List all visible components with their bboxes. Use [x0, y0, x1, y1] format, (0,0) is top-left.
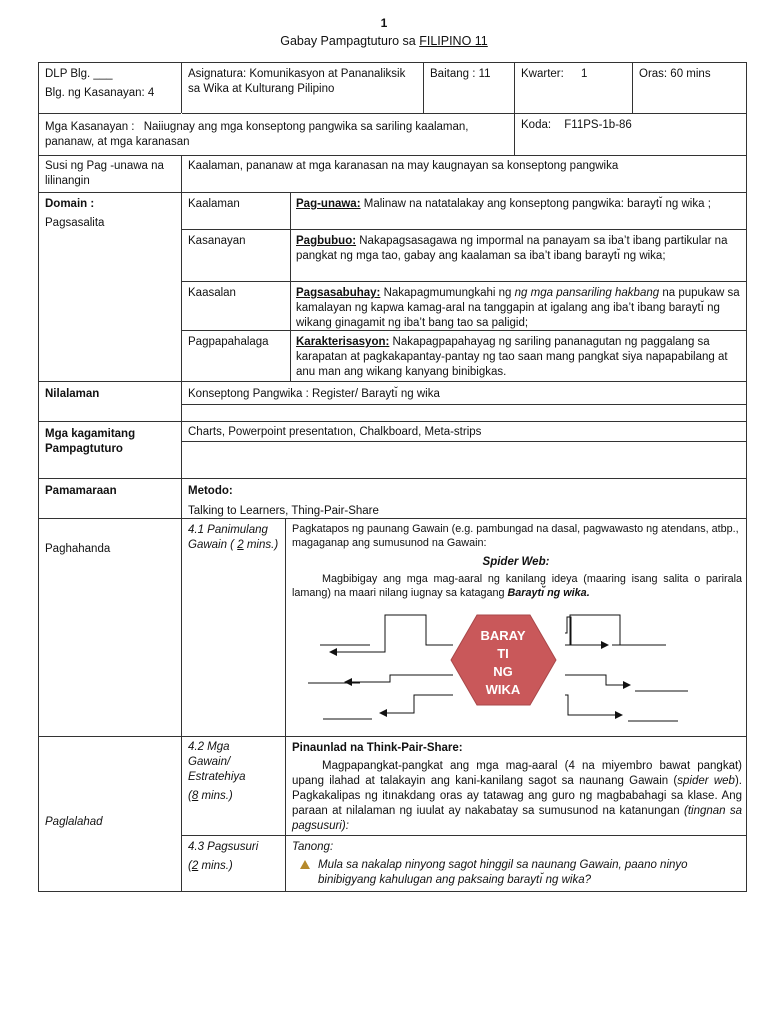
dlp-number: DLP Blg. ___: [45, 68, 113, 80]
domain-desc-pagpapahalaga: [296, 335, 742, 380]
page-number: 1: [380, 16, 388, 30]
think-text-a: Magpapangkat-pangkat ang mga mag-aaral (4 na miyembro bawat pangkat) upang ilahad at talakayin ang kani-kanilang sagot sa naunang Gawain (: [292, 760, 742, 787]
think-pair-share-text: [292, 759, 742, 834]
text-karakterisasyon: Nakapagpapahayag ng sariling pananagutan ng paggalang sa karapatan at pagkakapantay-pantay ng tao saan mang pangkat siya napapabilang at anu man ang wikang kanyang binibigkas.: [296, 336, 728, 378]
domain-label: Domain :: [45, 198, 95, 210]
domain-name-kaasalan: Kaasalan: [188, 287, 236, 299]
tanong-question: Mula sa nakalap ninyong sagot hinggil sa naunang Gawain, paano ninyo binibigyang kahulugan ang paksaing baraytı̆ ng wika?: [318, 859, 688, 886]
bullet-icon: [300, 860, 310, 869]
domain-name-kaalaman: Kaalaman: [188, 198, 240, 210]
domain-desc-kasanayan: [296, 234, 742, 264]
step-4-3: [188, 840, 280, 874]
hex-text-line-1: BARAY: [480, 628, 526, 643]
title-subject: FILIPINO 11: [419, 34, 488, 48]
connector-right-middle: [565, 675, 630, 685]
metodo-label: Metodo:: [188, 485, 233, 497]
connector-left-middle: [345, 675, 453, 682]
nilalaman-label: Nilalaman: [45, 388, 100, 400]
document-title: [0, 34, 768, 48]
tanong-label: Tanong:: [292, 841, 334, 853]
kasanayan-number: Blg. ng Kasanayan: 4: [45, 87, 155, 99]
step-4-3-time: 2: [191, 860, 199, 872]
step-4-3-time-row: (2 mins.): [188, 860, 233, 872]
domain-name-kasanayan: Kasanayan: [188, 235, 246, 247]
asignatura: Asignatura: Komunikasyon at Pananaliksik sa Wika at Kulturang Pilipino: [188, 68, 406, 95]
oras: Oras: 60 mins: [639, 68, 711, 80]
kagamitan-text: Charts, Powerpoint presentatıon, Chalkboard, Meta-strips: [188, 426, 482, 438]
koda-value: F11PS-1b-86: [564, 119, 632, 131]
hex-text-line-3: NG: [493, 664, 513, 679]
key-pag-unawa: Pag-unawa:: [296, 198, 361, 210]
step-4-2: [188, 740, 280, 804]
kwarter-label: Kwarter:: [521, 68, 564, 80]
text-pagbubuo: Nakapagsasagawa ng impormal na panayam sa iba’t ibang partikular na pangkat ng mga tao, gabay ang kaalaman sa iba’t ibang baraytı̆ ng wika;: [296, 235, 728, 262]
kasanayan-text: Naiiugnay ang mga konseptong pangwika sa sariling kaalaman, pananaw, at mga karanasan: [45, 121, 469, 148]
step-4-1-tail: mins.): [246, 539, 279, 551]
connector-left-upper: [330, 615, 453, 652]
nilalaman-text: Konseptong Pangwika : Register/ Baraytı̆ ng wika: [188, 388, 440, 400]
think-text-b: ). Pagkakalipas ng itınakdang oras ay tatawag ang guro ng magbabahagi sa klase. Ang paraan at nilalaman ng iuulat ay nakabatay sa sumusunod na katanungan: [292, 775, 742, 817]
baitang: Baitang : 11: [430, 68, 491, 80]
metodo-text: Talking to Learners, Thing-Pair-Share: [188, 505, 379, 517]
hex-text-line-2: TI: [497, 646, 509, 661]
think-text-italic-1: spider web: [677, 775, 735, 787]
kwarter-value: 1: [581, 68, 588, 80]
domain-value: Pagsasalita: [45, 217, 105, 229]
think-pair-share-title: Pinaunlad na Think-Pair-Share:: [292, 742, 463, 754]
connector-right-upper-arrow: [565, 617, 608, 645]
think-text-italic-2: (tingnan sa pagsusuri):: [292, 805, 742, 832]
step-4-2-time: 8: [191, 790, 199, 802]
step-4-1: [188, 523, 280, 553]
key-pagsasabuhay: Pagsasabuhay:: [296, 287, 381, 299]
text-pagsasabuhay-italic: ng mga pansariling hakbang: [514, 287, 660, 299]
connector-right-upper: [565, 615, 620, 645]
spider-text-a: Magbibigay ang mga mag-aaral ng kanilang ideya (maaring isang salita o parirala lamang) na maari nilang iugnay sa katagang: [292, 573, 742, 599]
text-pagsasabuhay-b: na pupukaw sa kamalayan ng kapwa kamag-aral na tanggapin at igalang ang iba’t ibang baraytı̆ ng wikang ginagamit ng iba’t bang tao sa paligid;: [296, 287, 740, 329]
susi-label: Susi ng Pag -unawa na lilinangin: [45, 160, 164, 187]
paghahanda-intro: Pagkatapos ng paunang Gawain (e.g. pambungad na dasal, pagwawasto ng atendans, atbp., magaganap ang sumusunod na Gawain:: [292, 523, 739, 549]
connector-right-lower: [565, 695, 622, 715]
step-4-1-time: 2: [237, 539, 244, 551]
step-4-3-tail: mins.): [201, 860, 233, 872]
susi-text: Kaalaman, pananaw at mga karanasan na may kaugnayan sa konseptong pangwika: [188, 160, 619, 172]
spider-web-title: Spider Web:: [482, 556, 550, 568]
connector-left-lower: [380, 695, 453, 713]
domain-desc-kaasalan: [296, 286, 742, 331]
step-4-2-time-row: (8 mins.): [188, 790, 233, 802]
title-prefix: Gabay Pampagtuturo sa: [280, 34, 416, 48]
spider-web-text: [292, 572, 742, 600]
key-karakterisasyon: Karakterisasyon:: [296, 336, 390, 348]
paglalahad-label: Paglalahad: [45, 816, 103, 828]
text-pag-unawa: Malinaw na natatalakay ang konseptong pangwika: baraytı̆ ng wika ;: [363, 198, 711, 210]
step-4-1-label: 4.1 Panimulang Gawain (: [188, 524, 268, 551]
kagamitan-label: Mga kagamitang Pampagtuturo: [45, 428, 136, 455]
spider-text-b: Baraytı̆ ng wika.: [507, 587, 590, 599]
domain-name-pagpapahalaga: Pagpapahalaga: [188, 336, 269, 348]
key-pagbubuo: Pagbubuo:: [296, 235, 357, 247]
hex-text-line-4: WIKA: [485, 682, 521, 697]
step-4-2-tail: mins.): [201, 790, 233, 802]
kasanayan-label: Mga Kasanayan :: [45, 121, 135, 133]
text-pagsasabuhay-a: Nakapagmumungkahi ng: [383, 287, 512, 299]
step-4-2-line-1: 4.2 Mga: [188, 741, 230, 753]
koda-label: Koda:: [521, 119, 552, 131]
pamamaraan-label: Pamamaraan: [45, 485, 117, 497]
step-4-2-line-3: Estratehiya: [188, 771, 246, 783]
step-4-3-label: 4.3 Pagsusuri: [188, 841, 259, 853]
spider-web-diagram: [290, 605, 745, 730]
paghahanda-label: Paghahanda: [45, 543, 111, 555]
domain-desc-kaalaman: [296, 197, 742, 212]
step-4-2-line-2: Gawain/: [188, 756, 231, 768]
